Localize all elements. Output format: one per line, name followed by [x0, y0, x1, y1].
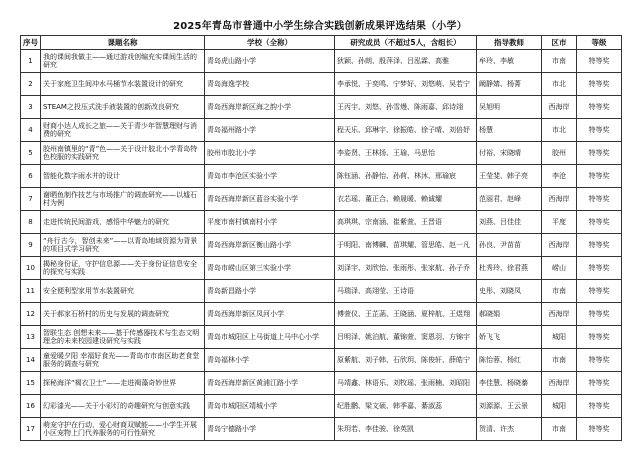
- cell-teachers: 陈怡蓉、杨红: [477, 349, 542, 372]
- cell-index: 11: [21, 280, 41, 303]
- header-school: 学校（全称）: [205, 36, 335, 50]
- table-row: [21, 303, 622, 326]
- cell-school: 青岛西海岸新区衡山路小学: [205, 234, 335, 257]
- cell-project-title: “舟行古今，智创未来”——以青岛地域资源为背景的项目式学习研究: [41, 234, 205, 257]
- cell-index: 9: [21, 234, 41, 257]
- cell-project-title: 揭秘身份证，守护信息源——关于身份证信息安全的探究与实践: [41, 257, 205, 280]
- cell-grade: 特等奖: [577, 257, 622, 280]
- cell-index: 14: [21, 349, 41, 372]
- cell-members: 原紫航、刘子韩、石欣玥、陈俊轩、薛皓宁: [335, 349, 477, 372]
- cell-project-title: 关于郝家石桥村的历史与发展的调查研究: [41, 303, 205, 326]
- table-row: [21, 349, 622, 372]
- cell-grade: 特等奖: [577, 303, 622, 326]
- cell-district: 城阳: [542, 326, 577, 349]
- cell-index: 16: [21, 395, 41, 418]
- cell-school: 青岛市城阳区靖城小学: [205, 395, 335, 418]
- cell-teachers: 贺清、许杰: [477, 418, 542, 441]
- cell-school: 青岛西海岸新区凤河小学: [205, 303, 335, 326]
- cell-project-title: 财商小达人成长之旅——关于青少年智慧理财与消费的研究: [41, 119, 205, 142]
- header-teachers: 指导教师: [477, 36, 542, 50]
- cell-members: 李承悦、于奕鸣、宁梦好、刘悠萌、吴若宁: [335, 73, 477, 96]
- header-project-title: 课题名称: [41, 36, 205, 50]
- cell-index: 12: [21, 303, 41, 326]
- cell-teachers: 王莹斐、韩子亮: [477, 165, 542, 188]
- cell-project-title: 智联生态 创想未来——基于传感器技术与生态文明理念的未来校园建设研究与实践: [41, 326, 205, 349]
- cell-grade: 特等奖: [577, 96, 622, 119]
- cell-members: 高琪琪、宗南涵、崔紫萱、王晋语: [335, 211, 477, 234]
- cell-district: 城阳: [542, 395, 577, 418]
- cell-teachers: 娇飞飞: [477, 326, 542, 349]
- cell-members: 衣芯瑶、董正合、赖晟暖、赖诚耀: [335, 188, 477, 211]
- cell-district: 市北: [542, 73, 577, 96]
- cell-members: 陈钰涵、孙静怡、孙荷、林沐、邢瑜宸: [335, 165, 477, 188]
- cell-index: 15: [21, 372, 41, 395]
- cell-project-title: 幻彩漆光——关于小彩灯的奇趣研究与创意实践: [41, 395, 205, 418]
- cell-grade: 特等奖: [577, 418, 622, 441]
- cell-school: 青岛虎山路小学: [205, 50, 335, 73]
- table-row: [21, 73, 622, 96]
- cell-members: 于明阳、南博麟、苗琪耀、管思皓、赵一凡: [335, 234, 477, 257]
- cell-school: 青岛西海岸新区海之韵小学: [205, 96, 335, 119]
- cell-index: 6: [21, 165, 41, 188]
- cell-school: 青岛宁德路小学: [205, 418, 335, 441]
- cell-grade: 特等奖: [577, 50, 622, 73]
- cell-project-title: 安全便利型家用节水装置研究: [41, 280, 205, 303]
- cell-district: 西海岸: [542, 303, 577, 326]
- cell-school: 青岛新昌路小学: [205, 280, 335, 303]
- cell-district: 市北: [542, 119, 577, 142]
- cell-district: 崂山: [542, 257, 577, 280]
- cell-teachers: 阚静婧、杨菁: [477, 73, 542, 96]
- table-row: [21, 188, 622, 211]
- cell-grade: 特等奖: [577, 73, 622, 96]
- cell-school: 青岛福林小学: [205, 349, 335, 372]
- cell-grade: 特等奖: [577, 395, 622, 418]
- cell-school: 青岛市城阳区上马街道上马中心小学: [205, 326, 335, 349]
- table-row: [21, 165, 622, 188]
- cell-school: 青岛西海岸新区黄浦江路小学: [205, 372, 335, 395]
- cell-grade: 特等奖: [577, 165, 622, 188]
- cell-members: 刘泽宇、刘欣怡、张雨彤、张家航、孙子乔: [335, 257, 477, 280]
- cell-teachers: 杨慧: [477, 119, 542, 142]
- table-row: [21, 211, 622, 234]
- cell-index: 1: [21, 50, 41, 73]
- cell-members: 纪胜鹏、梁文硕、韩季嘉、綦淑蕊: [335, 395, 477, 418]
- cell-project-title: STEAM之投压式洗手液装置的创新改良研究: [41, 96, 205, 119]
- cell-project-title: 探秘海洋“褐衣卫士”——走进褐藻奇妙世界: [41, 372, 205, 395]
- cell-district: 市南: [542, 349, 577, 372]
- cell-school: 青岛西海岸新区蓝谷实验小学: [205, 188, 335, 211]
- cell-school: 青岛市崂山区第三实验小学: [205, 257, 335, 280]
- cell-school: 青岛海逸学校: [205, 73, 335, 96]
- table-row: [21, 280, 622, 303]
- table-row: [21, 96, 622, 119]
- cell-district: 市南: [542, 50, 577, 73]
- table-row: [21, 395, 622, 418]
- table-row: [21, 50, 622, 73]
- cell-grade: 特等奖: [577, 142, 622, 165]
- results-table: [20, 35, 622, 441]
- cell-district: 市南: [542, 418, 577, 441]
- cell-teachers: 刘燕、吕佳佳: [477, 211, 542, 234]
- cell-index: 10: [21, 257, 41, 280]
- cell-teachers: 史彤、刘晓凤: [477, 280, 542, 303]
- cell-grade: 特等奖: [577, 349, 622, 372]
- cell-teachers: 郝晓娟: [477, 303, 542, 326]
- table-row: [21, 234, 622, 257]
- cell-school: 青岛市李沧区实验小学: [205, 165, 335, 188]
- cell-members: 王丙宇、刘悠、孙雪熳、陈雨嘉、邱诗翊: [335, 96, 477, 119]
- cell-members: 程天乐、邱琳宇、徐振皓、徐子晴、刘倍妤: [335, 119, 477, 142]
- table-row: [21, 372, 622, 395]
- cell-school: 青岛福州路小学: [205, 119, 335, 142]
- header-grade: 等级: [577, 36, 622, 50]
- cell-teachers: 范丽君、赵峰: [477, 188, 542, 211]
- cell-project-title: 童爱暖夕阳 幸福好食光——青岛市市南区助老食堂服务的调查与研究: [41, 349, 205, 372]
- cell-project-title: 我的课间我做主——通过游戏创编充实课间生活的研究: [41, 50, 205, 73]
- table-row: [21, 142, 622, 165]
- cell-index: 3: [21, 96, 41, 119]
- cell-grade: 特等奖: [577, 326, 622, 349]
- cell-district: 西海岸: [542, 372, 577, 395]
- cell-district: 平度: [542, 211, 577, 234]
- cell-members: 吕明泽、姚泊航、董锦萱、窦恩羽、方锦宇: [335, 326, 477, 349]
- cell-members: 朱玥若、李佳骏、徐英凯: [335, 418, 477, 441]
- cell-teachers: 李佳慧、杨晓蓁: [477, 372, 542, 395]
- cell-index: 17: [21, 418, 41, 441]
- cell-district: 李沧: [542, 165, 577, 188]
- cell-teachers: 牟玲、李敏: [477, 50, 542, 73]
- table-header-row: [21, 36, 622, 50]
- cell-teachers: 孙良、尹苗苗: [477, 234, 542, 257]
- cell-school: 胶州市胶北小学: [205, 142, 335, 165]
- cell-district: 西海岸: [542, 188, 577, 211]
- cell-district: 西海岸: [542, 96, 577, 119]
- cell-school: 平度市南村镇南村小学: [205, 211, 335, 234]
- cell-members: 李姿贤、王林扬、王瑜、马思怡: [335, 142, 477, 165]
- cell-project-title: 谢晒鱼制作技艺与市场推广的调查研究——以墟石村为例: [41, 188, 205, 211]
- cell-index: 8: [21, 211, 41, 234]
- cell-teachers: 杜秀玲、徐君燕: [477, 257, 542, 280]
- cell-district: 市南: [542, 280, 577, 303]
- cell-grade: 特等奖: [577, 119, 622, 142]
- cell-grade: 特等奖: [577, 211, 622, 234]
- cell-teachers: 刘源源、王云景: [477, 395, 542, 418]
- table-row: [21, 326, 622, 349]
- cell-project-title: 智能化数字雨水井的设计: [41, 165, 205, 188]
- cell-district: 西海岸: [542, 234, 577, 257]
- cell-index: 4: [21, 119, 41, 142]
- table-row: [21, 119, 622, 142]
- header-district: 区市: [542, 36, 577, 50]
- cell-teachers: 付裕、宋晓晴: [477, 142, 542, 165]
- cell-project-title: 萌宠守护在行动，爱心财商双赋能——小学生开展小区宠物上门代养服务的可行性研究: [41, 418, 205, 441]
- cell-members: 马靖鑫、林语乐、刘牧瑶、张雨楠、刘昭阳: [335, 372, 477, 395]
- header-members: 研究成员（不超过5人，含组长）: [335, 36, 477, 50]
- cell-project-title: 胶州南镇里的“青”色——关于设计胶北小学青岛特色校服的实践研究: [41, 142, 205, 165]
- table-row: [21, 418, 622, 441]
- cell-members: 马瑞泽、高翊莹、王诗语: [335, 280, 477, 303]
- cell-index: 5: [21, 142, 41, 165]
- cell-members: 狄颖、孙朗、殷萍泽、吕泓霖、高雅: [335, 50, 477, 73]
- cell-index: 7: [21, 188, 41, 211]
- cell-index: 2: [21, 73, 41, 96]
- cell-members: 傅萱仪、王芷菡、王晓涵、夏梓航、王煜翔: [335, 303, 477, 326]
- cell-district: 胶州: [542, 142, 577, 165]
- table-row: [21, 257, 622, 280]
- cell-project-title: 走进传统民间游戏，感悟中华魅力的研究: [41, 211, 205, 234]
- header-index: 序号: [21, 36, 41, 50]
- cell-project-title: 关于家庭卫生间冲水马桶节水装置设计的研究: [41, 73, 205, 96]
- cell-grade: 特等奖: [577, 372, 622, 395]
- document-title: 2025年青岛市普通中小学生综合实践创新成果评选结果（小学）: [173, 21, 467, 32]
- cell-grade: 特等奖: [577, 188, 622, 211]
- cell-grade: 特等奖: [577, 234, 622, 257]
- cell-index: 13: [21, 326, 41, 349]
- cell-grade: 特等奖: [577, 280, 622, 303]
- cell-teachers: 吴旭明: [477, 96, 542, 119]
